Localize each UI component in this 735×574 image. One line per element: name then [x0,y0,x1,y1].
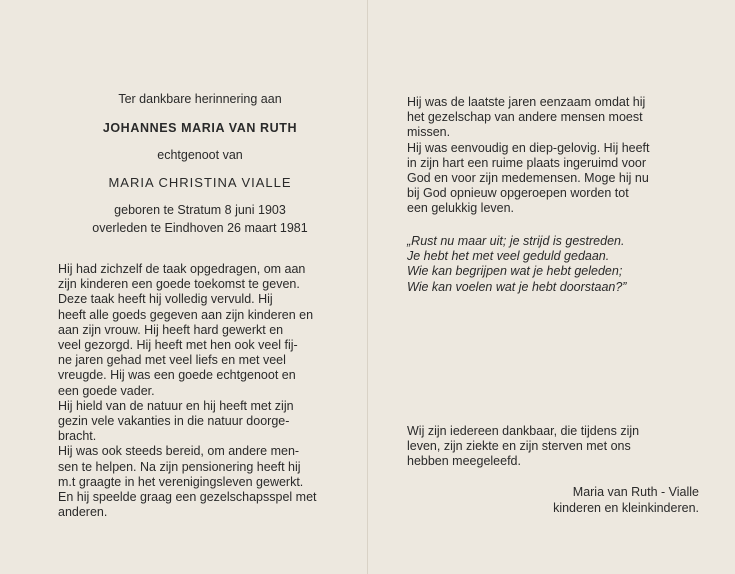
text-line: Hij was eenvoudig en diep-gelovig. Hij heeft [407,140,650,155]
deceased-name: JOHANNES MARIA VAN RUTH [102,121,298,135]
text-line: een gelukkig leven. [407,201,515,216]
signature-line: kinderen en kleinkinderen. [553,501,699,515]
text-line: heeft alle goeds gegeven aan zijn kinderen en [58,307,314,322]
poem-line: Wie kan begrijpen wat je hebt geleden; [407,264,623,279]
text-line: een goede vader. [58,383,155,398]
text-line: sen te helpen. Na zijn pensionering heeft hij [58,459,301,474]
text-line: missen. [407,125,451,140]
thanks-paragraph [407,424,707,470]
text-line: Hij was ook steeds bereid, om andere men- [58,444,300,459]
text-line: hebben meegeleefd. [407,454,521,469]
text-line: Deze taak heeft hij volledig vervuld. Hij [58,292,273,307]
text-line: zijn kinderen een goede toekomst te geven. [58,277,300,292]
signature-block [407,484,699,516]
left-paragraph [58,262,317,520]
spouse-intro: echtgenoot van [157,148,243,162]
text-line: Hij had zichzelf de taak opgedragen, om aan [58,262,306,276]
left-page-header [60,92,340,236]
text-line: En hij speelde graag een gezelschapsspel met [58,490,317,505]
poem [407,234,707,295]
text-line: in zijn hart een ruime plaats ingeruimd voor [407,155,647,170]
text-line: veel gezorgd. Hij heeft met hen ook veel fij- [58,338,298,353]
spouse-name: MARIA CHRISTINA VIALLE [108,175,292,190]
card-fold [367,0,368,574]
text-line: God en voor zijn medemensen. Moge hij nu [407,171,649,186]
text-line: bij God opnieuw opgeroepen worden tot [407,186,629,201]
text-line: anderen. [58,505,108,520]
text-line: m.t graagte in het verenigingsleven gewerkt. [58,474,304,489]
right-paragraph [407,95,707,217]
text-line: ne jaren gehad met veel liefs en met veel [58,353,286,368]
poem-line: Wie kan voelen wat je hebt doorstaan?” [407,279,627,294]
text-line: het gezelschap van andere mensen moest [407,110,643,125]
poem-line: „Rust nu maar uit; je strijd is gestreden. [407,234,625,248]
text-line: leven, zijn ziekte en zijn sterven met ons [407,439,631,454]
birth-line: geboren te Stratum 8 juni 1903 [114,203,286,217]
poem-line: Je hebt het met veel geduld gedaan. [407,249,610,264]
text-line: Hij hield van de natuur en hij heeft met zijn [58,398,294,413]
text-line: Hij was de laatste jaren eenzaam omdat hij [407,95,646,109]
text-line: Wij zijn iedereen dankbaar, die tijdens zijn [407,424,640,438]
text-line: gezin vele vakanties in die natuur doorge- [58,414,290,429]
death-line: overleden te Eindhoven 26 maart 1981 [92,221,308,235]
text-line: bracht. [58,429,97,444]
text-line: aan zijn vrouw. Hij heeft hard gewerkt en [58,322,284,337]
intro-text: Ter dankbare herinnering aan [118,92,282,106]
signature-line: Maria van Ruth - Vialle [572,485,699,499]
text-line: vreugde. Hij was een goede echtgenoot en [58,368,296,383]
